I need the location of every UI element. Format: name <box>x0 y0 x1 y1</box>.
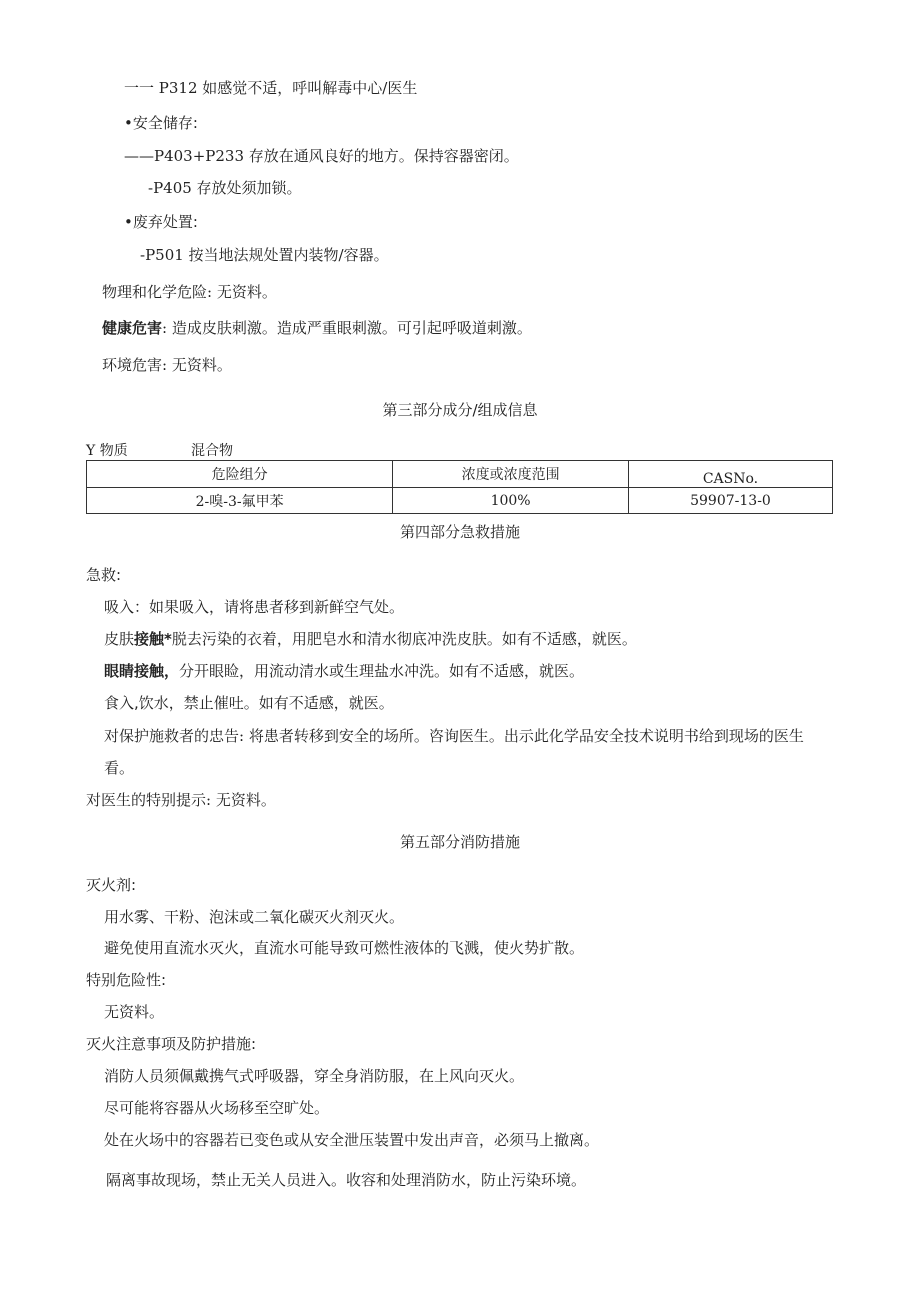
rescuer-cont: 看。 <box>104 759 135 777</box>
skin-contact <box>104 629 637 649</box>
physical-hazard-text: : 无资料。 <box>207 283 277 301</box>
skin-bold: 接触* <box>134 630 172 648</box>
skin-prefix: 皮肤 <box>104 630 135 648</box>
storage-label: •安全储存: <box>124 114 198 132</box>
health-hazard <box>102 318 532 338</box>
eye-bold: 眼睛接触， <box>104 662 180 680</box>
header-concentration: 浓度或浓度范围 <box>393 461 629 488</box>
doctor-note <box>86 790 276 810</box>
precaution-line-1: 消防人员须佩戴携气式呼吸器，穿全身消防服，在上风向灭火。 <box>104 1067 525 1085</box>
first-aid-label: 急救: <box>86 566 122 584</box>
physical-hazard-label: 物理和化学危险 <box>102 283 208 301</box>
inhale-text: 吸入：如果吸入，请将患者移到新鲜空气处。 <box>104 598 405 616</box>
health-hazard-label: 健康危害 <box>102 319 163 337</box>
section4-title: 第四部分急救措施 <box>399 523 520 541</box>
rescuer-text: : 将患者转移到安全的场所。咨询医生。出示此化学品安全技术说明书给到现场的医生 <box>239 727 804 745</box>
health-hazard-text: : 造成皮肤刺激。造成严重眼刺激。可引起呼吸道刺激。 <box>162 319 532 337</box>
eye-contact <box>104 661 584 681</box>
substance-label: Y 物质 <box>86 443 128 459</box>
environment-hazard-text: : 无资料。 <box>162 356 232 374</box>
skin-text: 脱去污染的衣着，用肥皂水和清水彻底冲洗皮肤。如有不适感，就医。 <box>171 630 637 648</box>
physical-hazard <box>102 282 277 302</box>
table-header-row <box>87 461 833 488</box>
p312-text: 一一 P312 如感觉不适，呼叫解毒中心/医生 <box>124 79 418 97</box>
environment-hazard-label: 环境危害 <box>102 356 163 374</box>
mixture-label: 混合物 <box>191 443 233 459</box>
cell-cas: 59907-13-0 <box>628 488 832 514</box>
ingestion <box>104 693 394 713</box>
rescuer-advice <box>104 726 804 746</box>
p403-text: ——P403+P233 存放在通风良好的地方。保持容器密闭。 <box>124 147 519 165</box>
cell-concentration: 100% <box>393 488 629 514</box>
precaution-line-3: 处在火场中的容器若已变色或从安全泄压装置中发出声音，必须马上撤离。 <box>104 1131 600 1149</box>
precaution-line-4: 隔离事故现场，禁止无关人员进入。收容和处理消防水，防止污染环境。 <box>106 1171 587 1189</box>
table-row <box>87 488 833 514</box>
header-component: 危险组分 <box>87 461 393 488</box>
ingest-text: 饮水，禁止催吐。如有不适感，就医。 <box>138 694 394 712</box>
p405-text: -P405 存放处须加锁。 <box>148 179 302 197</box>
p501-text: -P501 按当地法规处置内装物/容器。 <box>140 246 389 264</box>
agent-line-2: 避免使用直流水灭火，直流水可能导致可燃性液体的飞溅，使火势扩散。 <box>104 939 585 957</box>
section3-title: 第三部分成分/组成信息 <box>382 401 538 419</box>
ingest-label: 食入, <box>104 694 139 712</box>
doctor-label: 对医生的特别提示 <box>86 791 207 809</box>
rescuer-label: 对保护施救者的忠告 <box>104 727 240 745</box>
eye-text: 分开眼睑，用流动清水或生理盐水冲洗。如有不适感，就医。 <box>179 662 585 680</box>
cell-component: 2-嗅-3-氟甲苯 <box>87 488 393 514</box>
doctor-text: : 无资料。 <box>206 791 276 809</box>
agent-label: 灭火剂: <box>86 876 137 894</box>
environment-hazard <box>102 355 232 375</box>
section5-title: 第五部分消防措施 <box>399 833 520 851</box>
header-cas: CASNo. <box>628 461 832 488</box>
special-hazard-text: 无资料。 <box>104 1003 165 1021</box>
agent-line-1: 用水雾、干粉、泡沫或二氧化碳灭火剂灭火。 <box>104 908 405 926</box>
composition-table <box>86 460 833 514</box>
special-hazard-label: 特别危险性: <box>86 971 167 989</box>
disposal-label: •废弃处置: <box>124 213 198 231</box>
precaution-label: 灭火注意事项及防护措施: <box>86 1035 257 1053</box>
precaution-line-2: 尽可能将容器从火场移至空旷处。 <box>104 1099 330 1117</box>
